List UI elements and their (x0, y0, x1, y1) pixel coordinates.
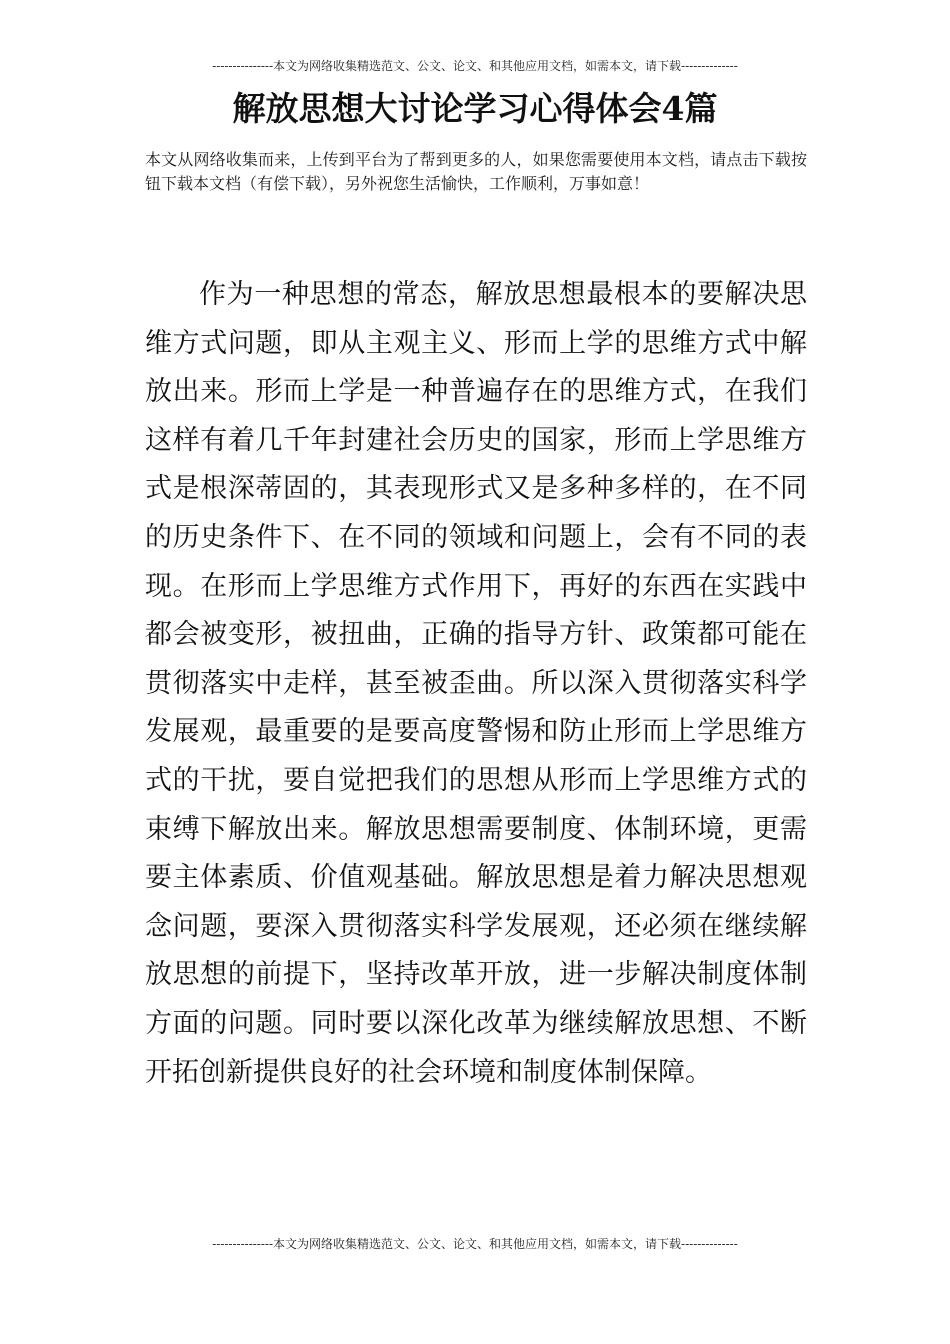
document-title: 解放思想大讨论学习心得体会4篇 (232, 89, 718, 128)
body-paragraph: 作为一种思想的常态，解放思想最根本的要解决思维方式问题，即从主观主义、形而上学的思维方式中解放出来。形而上学是一种普遍存在的思维方式，在我们这样有着几千年封建社会历史的国家，形而上学思维方式是根深蒂固的，其表现形式又是多种多样的，在不同的历史条件下、在不同的领域和问题上，会有不同的表现。在形而上学思维方式作用下，再好的东西在实践中都会被变形，被扭曲，正确的指导方针、政策都可能在贯彻落实中走样，甚至被歪曲。所以深入贯彻落实科学发展观，最重要的是要高度警惕和防止形而上学思维方式的干扰，要自觉把我们的思想从形而上学思维方式的束缚下解放出来。解放思想需要制度、体制环境，更需要主体素质、价值观基础。解放思想是着力解决思想观念问题，要深入贯彻落实科学发展观，还必须在继续解放思想的前提下，坚持改革开放，进一步解决制度体制方面的问题。同时要以深化改革为继续解放思想、不断开拓创新提供良好的社会环境和制度体制保障。 (145, 279, 807, 1088)
footer-note: ---------------本文为网络收集精选范文、公文、论文、和其他应用文档，如需本文，请下载-------------- (212, 1237, 738, 1251)
header-note: ---------------本文为网络收集精选范文、公文、论文、和其他应用文档，如需本文，请下载-------------- (212, 59, 738, 73)
intro-paragraph: 本文从网络收集而来，上传到平台为了帮到更多的人，如果您需要使用本文档，请点击下载按钮下载本文档（有偿下载），另外祝您生活愉快，工作顺利，万事如意！ (145, 150, 807, 193)
